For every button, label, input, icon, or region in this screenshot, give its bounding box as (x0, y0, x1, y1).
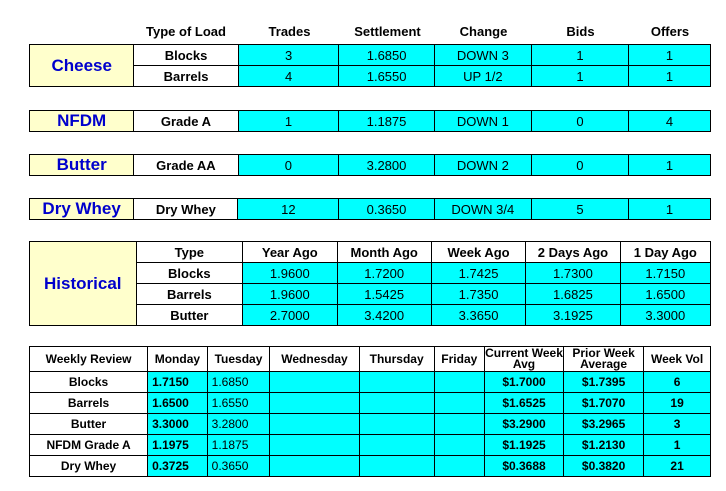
weekly-col-thursday: Thursday (359, 347, 434, 372)
weekly-col-friday: Friday (434, 347, 484, 372)
weekly-value (359, 456, 434, 477)
weekly-value: 1 (644, 435, 711, 456)
weekly-value (270, 435, 359, 456)
hist-type: Blocks (136, 263, 243, 284)
table-row (30, 435, 711, 456)
weekly-value: 1.6850 (207, 372, 270, 393)
hist-col-week-ago: Week Ago (431, 242, 525, 263)
hist-value: 1.5425 (337, 284, 431, 305)
whey-offers: 1 (628, 199, 710, 220)
whey-change: DOWN 3/4 (434, 199, 531, 220)
hist-value: 1.6500 (620, 284, 710, 305)
weekly-col-monday: Monday (148, 347, 208, 372)
market-header (133, 19, 711, 43)
weekly-label: Blocks (30, 372, 148, 393)
weekly-value (434, 414, 484, 435)
weekly-col-current-avg: Current Week Avg (485, 346, 563, 371)
weekly-value: $1.7395 (564, 372, 644, 393)
weekly-value: 6 (644, 372, 711, 393)
weekly-value: 1.1875 (207, 435, 270, 456)
weekly-value: 0.3650 (207, 456, 270, 477)
weekly-value (270, 414, 359, 435)
weekly-value (359, 393, 434, 414)
hist-value: 1.6825 (526, 284, 620, 305)
weekly-value (270, 393, 359, 414)
cheese-table (29, 44, 711, 87)
cheese-blocks-offers: 1 (628, 45, 710, 66)
nfdm-bids: 0 (531, 111, 628, 132)
weekly-value (434, 372, 484, 393)
nfdm-label: NFDM (30, 111, 134, 132)
hist-value: 3.4200 (337, 305, 431, 326)
table-row (30, 456, 711, 477)
butter-trades: 0 (238, 155, 339, 176)
weekly-label: Dry Whey (30, 456, 148, 477)
hist-type: Barrels (136, 284, 243, 305)
nfdm-settlement: 1.1875 (339, 111, 434, 132)
butter-table (29, 154, 711, 176)
weekly-value: $1.6525 (484, 393, 563, 414)
whey-settlement: 0.3650 (339, 199, 434, 220)
hist-col-2-days-ago: 2 Days Ago (526, 242, 620, 263)
weekly-value (270, 456, 359, 477)
hist-value: 2.7000 (243, 305, 337, 326)
col-settlement: Settlement (354, 23, 421, 39)
col-offers: Offers (650, 23, 690, 39)
cheese-blocks-settlement: 1.6850 (339, 45, 434, 66)
hist-value: 1.7150 (620, 263, 710, 284)
weekly-value: $0.3688 (484, 456, 563, 477)
weekly-value (359, 435, 434, 456)
hist-col-type: Type (136, 242, 243, 263)
hist-value: 1.9600 (243, 284, 337, 305)
nfdm-change: DOWN 1 (434, 111, 531, 132)
hist-value: 3.1925 (526, 305, 620, 326)
weekly-value: $0.3820 (564, 456, 644, 477)
weekly-value: 1.1975 (148, 435, 208, 456)
weekly-value: $1.2130 (564, 435, 644, 456)
cheese-label: Cheese (30, 45, 134, 87)
cheese-barrels-offers: 1 (628, 66, 710, 87)
weekly-value: 0.3725 (148, 456, 208, 477)
nfdm-trades: 1 (238, 111, 339, 132)
cheese-blocks-trades: 3 (238, 45, 339, 66)
cheese-barrels-change: UP 1/2 (434, 66, 531, 87)
hist-value: 1.7350 (431, 284, 525, 305)
weekly-value: 3.3000 (148, 414, 208, 435)
col-change: Change (459, 23, 508, 39)
cheese-blocks-bids: 1 (532, 45, 629, 66)
weekly-value: 21 (644, 456, 711, 477)
load-dry-whey: Dry Whey (134, 199, 238, 220)
weekly-value: $3.2965 (564, 414, 644, 435)
butter-offers: 1 (628, 155, 710, 176)
weekly-value: 1.6500 (148, 393, 208, 414)
butter-change: DOWN 2 (434, 155, 531, 176)
hist-value: 1.7300 (526, 263, 620, 284)
col-bids: Bids (566, 23, 595, 39)
weekly-col-wednesday: Wednesday (270, 347, 359, 372)
butter-settlement: 3.2800 (339, 155, 434, 176)
butter-bids: 0 (531, 155, 628, 176)
weekly-value (434, 456, 484, 477)
nfdm-table (29, 110, 711, 132)
weekly-value: 1.6550 (207, 393, 270, 414)
weekly-value: $1.1925 (484, 435, 563, 456)
weekly-value: 3.2800 (207, 414, 270, 435)
weekly-value: 1.7150 (148, 372, 208, 393)
weekly-value: 19 (644, 393, 711, 414)
col-type-of-load: Type of Load (146, 23, 226, 39)
weekly-label: Butter (30, 414, 148, 435)
weekly-col-tuesday: Tuesday (207, 347, 270, 372)
hist-col-month-ago: Month Ago (337, 242, 431, 263)
historical-table (29, 241, 711, 326)
load-grade-aa: Grade AA (134, 155, 238, 176)
weekly-col-review: Weekly Review (30, 347, 148, 372)
load-blocks: Blocks (134, 45, 238, 66)
col-trades: Trades (268, 23, 311, 39)
table-row (30, 372, 711, 393)
whey-trades: 12 (238, 199, 339, 220)
weekly-label: Barrels (30, 393, 148, 414)
whey-table (29, 198, 711, 220)
hist-value: 1.7200 (337, 263, 431, 284)
load-grade-a: Grade A (134, 111, 238, 132)
load-barrels: Barrels (134, 66, 238, 87)
butter-label: Butter (30, 155, 134, 176)
weekly-value (270, 372, 359, 393)
weekly-value (359, 414, 434, 435)
hist-type: Butter (136, 305, 243, 326)
hist-value: 1.7425 (431, 263, 525, 284)
weekly-value: $3.2900 (484, 414, 563, 435)
hist-value: 3.3000 (620, 305, 710, 326)
hist-value: 3.3650 (431, 305, 525, 326)
weekly-label: NFDM Grade A (30, 435, 148, 456)
weekly-review-table (29, 346, 711, 477)
cheese-blocks-change: DOWN 3 (434, 45, 531, 66)
whey-bids: 5 (531, 199, 628, 220)
whey-label: Dry Whey (30, 199, 134, 220)
weekly-value: $1.7070 (564, 393, 644, 414)
cheese-barrels-bids: 1 (532, 66, 629, 87)
table-row (30, 393, 711, 414)
table-row (30, 414, 711, 435)
weekly-value: $1.7000 (484, 372, 563, 393)
weekly-value (359, 372, 434, 393)
weekly-value (434, 435, 484, 456)
hist-col-1-day-ago: 1 Day Ago (620, 242, 710, 263)
weekly-value (434, 393, 484, 414)
nfdm-offers: 4 (628, 111, 710, 132)
weekly-value: 3 (644, 414, 711, 435)
hist-col-year-ago: Year Ago (243, 242, 337, 263)
cheese-barrels-trades: 4 (238, 66, 339, 87)
hist-value: 1.9600 (243, 263, 337, 284)
weekly-col-prior-avg: Prior Week Average (564, 347, 644, 372)
cheese-barrels-settlement: 1.6550 (339, 66, 434, 87)
weekly-col-week-vol: Week Vol (644, 347, 711, 372)
historical-label: Historical (30, 242, 137, 326)
